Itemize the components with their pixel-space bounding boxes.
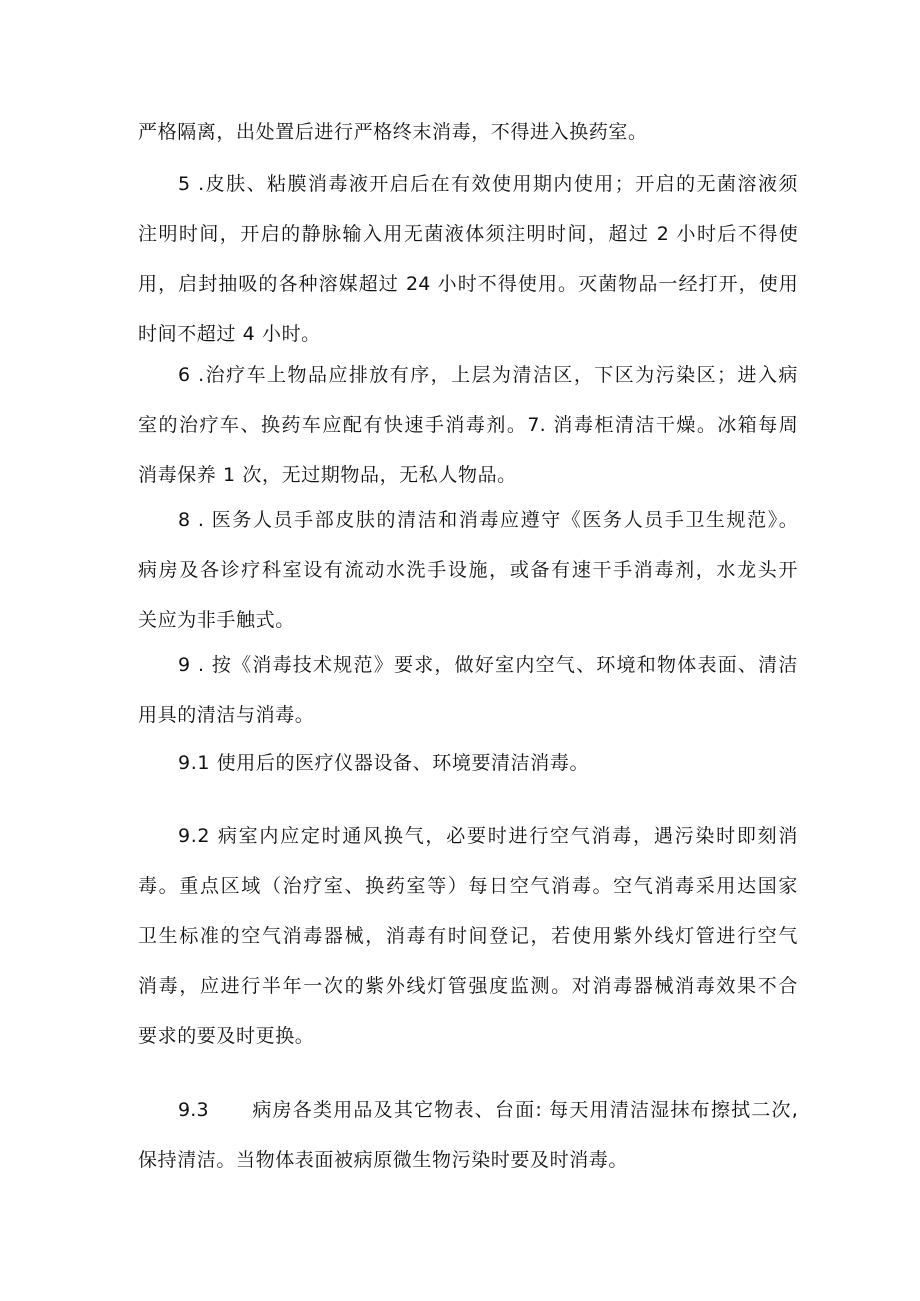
text-line: 毒。重点区域（治疗室、换药室等）每日空气消毒。空气消毒采用达国家 [138, 875, 798, 897]
text-line: 关应为非手触式。 [138, 609, 295, 631]
text-line: 时间不超过 4 小时。 [138, 323, 321, 345]
paragraph-item-9 [138, 640, 798, 740]
text-line: 用，启封抽吸的各种溶媒超过 24 小时不得使用。灭菌物品一经打开，使用 [138, 273, 798, 295]
paragraph-item-9-2 [138, 811, 798, 1061]
text-line: 要求的要及时更换。 [138, 1025, 315, 1047]
text-line: 卫生标准的空气消毒器械，消毒有时间登记，若使用紫外线灯管进行空气 [138, 925, 798, 947]
text-line: 9.1 使用后的医疗仪器设备、环境要清洁消毒。 [178, 752, 590, 774]
text-line: 9 . 按《消毒技术规范》要求，做好室内空气、环境和物体表面、清洁 [178, 654, 798, 676]
text-line: 室的治疗车、换药车应配有快速手消毒剂。7. 消毒柜清洁干燥。冰箱每周 [138, 414, 798, 436]
text-line: 用具的清洁与消毒。 [138, 704, 315, 726]
text-line: 病房及各诊疗科室设有流动水洗手设施，或备有速干手消毒剂，水龙头开 [138, 559, 798, 581]
text-line: 9.3 病房各类用品及其它物表、台面: 每天用清洁湿抹布擦拭二次, [178, 1099, 798, 1121]
paragraph-item-8 [138, 495, 798, 645]
paragraph-item-9-3 [138, 1085, 798, 1185]
paragraph-item-9-1 [138, 738, 798, 788]
text-line: 消毒保养 1 次，无过期物品，无私人物品。 [138, 464, 517, 486]
text-line: 消毒，应进行半年一次的紫外线灯管强度监测。对消毒器械消毒效果不合 [138, 975, 798, 997]
text-line: 注明时间，开启的静脉输入用无菌液体须注明时间，超过 2 小时后不得使 [138, 223, 798, 245]
text-line: 严格隔离，出处置后进行严格终末消毒，不得进入换药室。 [138, 121, 648, 143]
text-line: 保持清洁。当物体表面被病原微生物污染时要及时消毒。 [138, 1149, 629, 1171]
paragraph-continuation [138, 107, 798, 157]
text-line: 8 . 医务人员手部皮肤的清洁和消毒应遵守《医务人员手卫生规范》。 [178, 509, 798, 531]
paragraph-item-5 [138, 159, 798, 359]
text-line: 6 .治疗车上物品应排放有序，上层为清洁区，下区为污染区；进入病 [178, 364, 798, 386]
text-line: 5 .皮肤、粘膜消毒液开启后在有效使用期内使用；开启的无菌溶液须 [178, 173, 798, 195]
text-line: 9.2 病室内应定时通风换气，必要时进行空气消毒，遇污染时即刻消 [178, 825, 798, 847]
paragraph-item-6 [138, 350, 798, 500]
